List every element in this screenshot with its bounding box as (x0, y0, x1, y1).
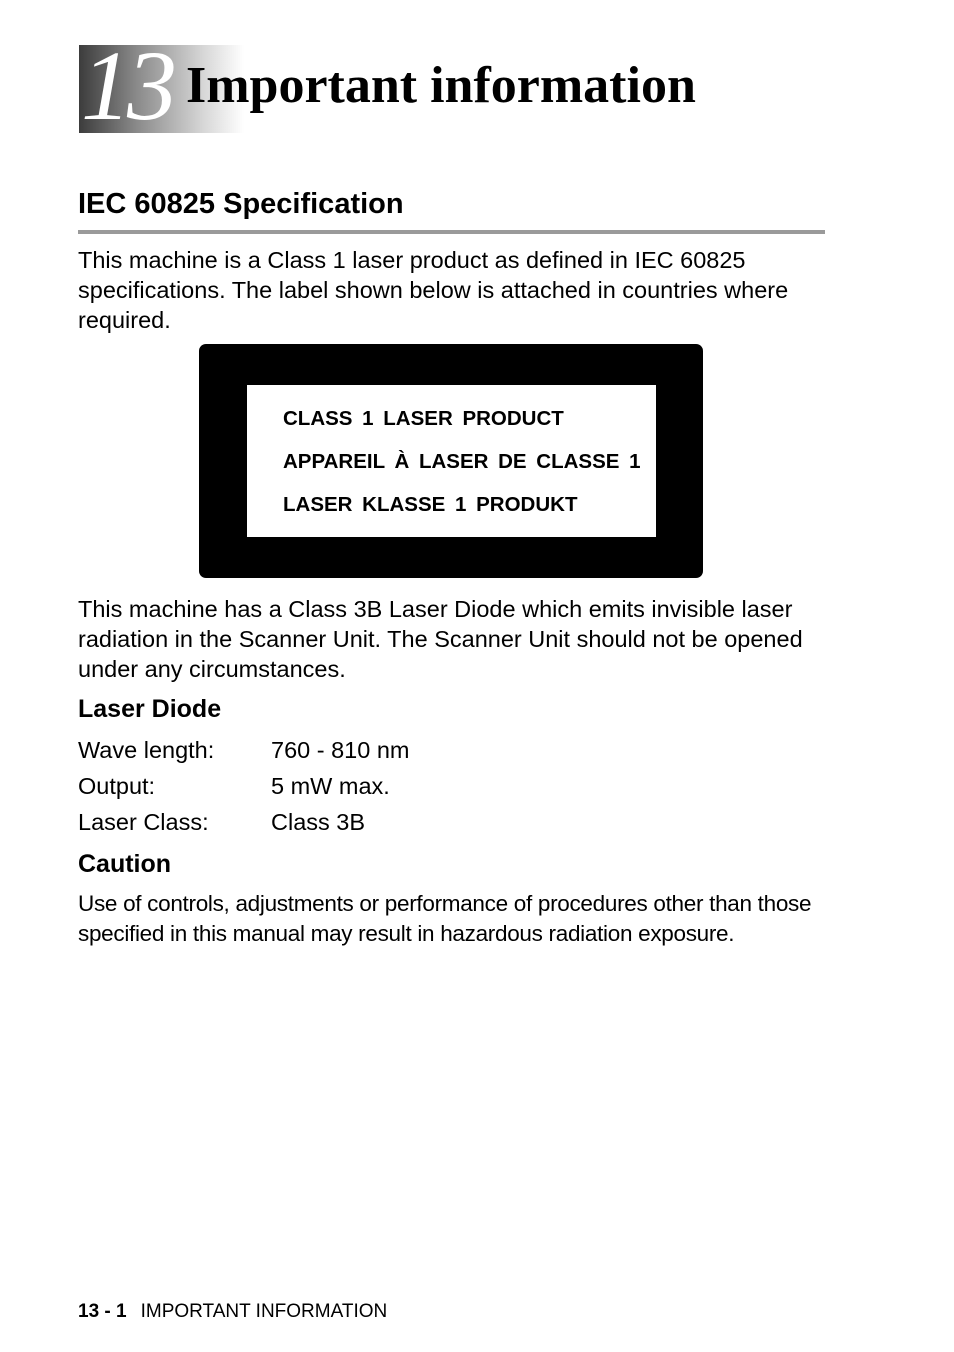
section-divider (78, 230, 825, 234)
page-number: 13 - 1 (78, 1301, 127, 1322)
caution-paragraph: Use of controls, adjustments or performance of procedures other than those specified in this manual may result in hazardous radiation exposure. (78, 891, 812, 946)
label-line-german: LASER KLASSE 1 PRODUKT (283, 493, 578, 516)
label-line-french: APPAREIL À LASER DE CLASSE 1 (283, 450, 641, 473)
spec-label: Wave length: (78, 737, 215, 763)
caution-heading: Caution (78, 850, 172, 878)
chapter-title: Important information (186, 57, 696, 114)
laser-warning-label (199, 344, 703, 578)
spec-value: 5 mW max. (271, 773, 390, 799)
laser-diode-heading: Laser Diode (78, 695, 222, 723)
intro-paragraph: This machine is a Class 1 laser product as defined in IEC 60825 specifications. The label shown below is attached in countries where required. (78, 247, 789, 333)
footer-chapter-title: IMPORTANT INFORMATION (140, 1301, 388, 1322)
page-footer (78, 1300, 387, 1324)
spec-value: 760 - 810 nm (271, 737, 410, 763)
spec-value: Class 3B (271, 809, 366, 835)
spec-label: Laser Class: (78, 809, 209, 835)
laser-label-panel (247, 385, 656, 537)
chapter-number: 13 (81, 30, 173, 141)
diode-paragraph: This machine has a Class 3B Laser Diode which emits invisible laser radiation in the Scanner Unit. The Scanner Unit should not be opened under any circumstances. (78, 596, 803, 682)
section-heading: IEC 60825 Specification (78, 188, 404, 220)
label-line-english: CLASS 1 LASER PRODUCT (283, 407, 564, 430)
spec-label: Output: (78, 773, 156, 799)
